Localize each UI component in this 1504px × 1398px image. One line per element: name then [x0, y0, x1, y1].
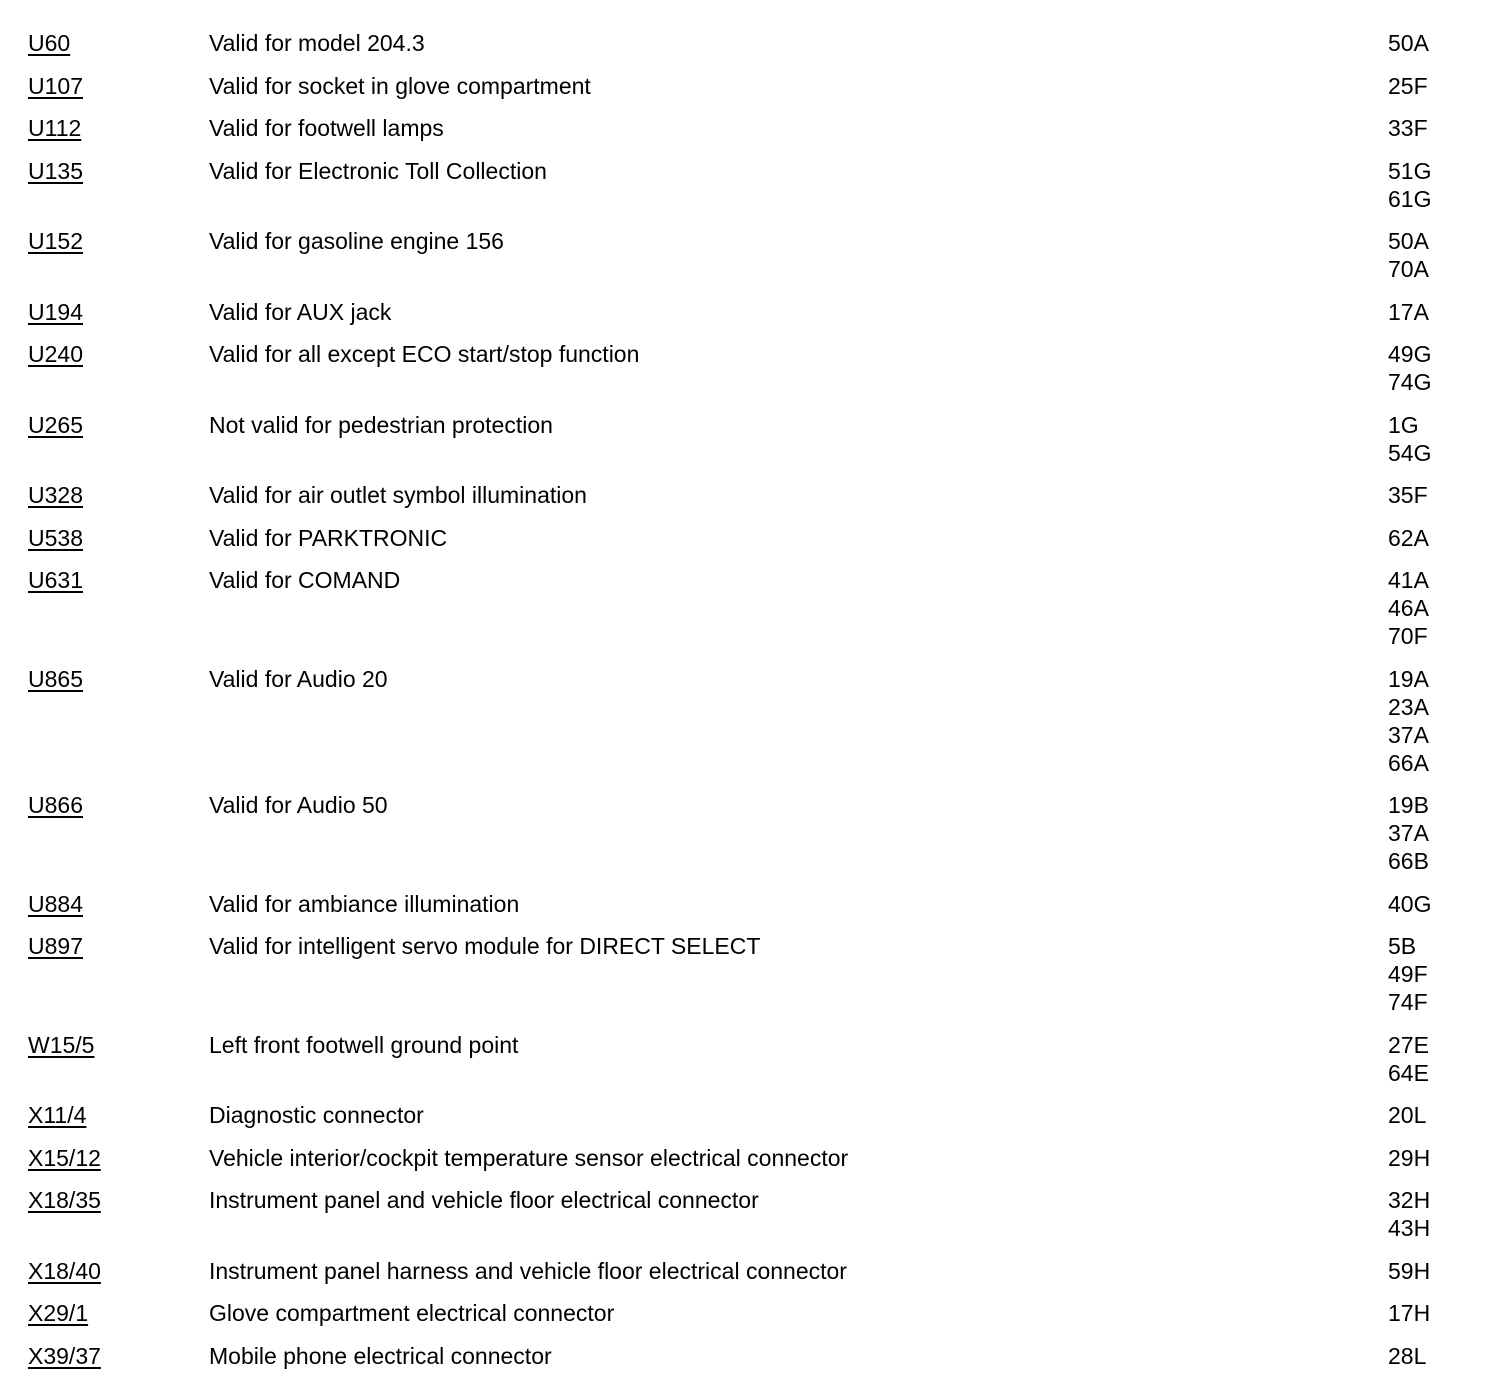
- legend-row: [28, 481, 1468, 509]
- grid-reference: 51G: [1388, 157, 1432, 184]
- grid-reference-list: [1388, 1144, 1468, 1172]
- grid-reference-list: [1388, 1257, 1468, 1285]
- grid-reference-list: [1388, 29, 1468, 57]
- component-code-link[interactable]: U60: [28, 30, 71, 56]
- grid-reference-list: [1388, 411, 1468, 467]
- grid-reference: 32H: [1388, 1187, 1431, 1213]
- grid-reference-list: [1388, 227, 1468, 283]
- grid-reference: 19A: [1388, 665, 1429, 692]
- grid-reference-list: [1388, 524, 1468, 552]
- grid-reference: 61G: [1388, 185, 1432, 212]
- grid-reference: 20L: [1388, 1102, 1427, 1128]
- legend-row: [28, 665, 1468, 777]
- component-description: Valid for AUX jack: [209, 298, 392, 325]
- component-code-link[interactable]: U107: [28, 72, 83, 99]
- grid-reference: 49F: [1388, 961, 1428, 987]
- grid-reference: 19B: [1388, 792, 1429, 818]
- grid-reference: 64E: [1388, 1059, 1429, 1086]
- component-description: Valid for all except ECO start/stop function: [209, 341, 640, 367]
- legend-row: [28, 890, 1468, 918]
- component-code-link[interactable]: U152: [28, 228, 83, 254]
- grid-reference: 28L: [1388, 1342, 1427, 1369]
- component-description: Diagnostic connector: [209, 1102, 424, 1128]
- component-description: Valid for Electronic Toll Collection: [209, 157, 547, 184]
- component-code-link[interactable]: U865: [28, 665, 83, 692]
- component-description: Valid for Audio 50: [209, 792, 388, 818]
- component-description: Valid for PARKTRONIC: [209, 524, 448, 551]
- component-description: Instrument panel harness and vehicle floor electrical connector: [209, 1257, 847, 1284]
- legend-row: [28, 29, 1468, 57]
- component-code-link[interactable]: U328: [28, 482, 83, 508]
- grid-reference: 50A: [1388, 228, 1429, 254]
- legend-row: [28, 1342, 1468, 1370]
- grid-reference: 70A: [1388, 256, 1429, 282]
- grid-reference: 74G: [1388, 369, 1432, 395]
- component-code-link[interactable]: U897: [28, 933, 83, 959]
- legend-row: [28, 932, 1468, 1016]
- grid-reference: 27E: [1388, 1031, 1429, 1058]
- component-description: Valid for COMAND: [209, 567, 401, 593]
- component-code-link[interactable]: U866: [28, 792, 83, 818]
- grid-reference-list: [1388, 72, 1468, 100]
- grid-reference: 5B: [1388, 933, 1417, 959]
- grid-reference: 54G: [1388, 439, 1432, 466]
- component-code-link[interactable]: U631: [28, 567, 83, 593]
- grid-reference-list: [1388, 481, 1468, 509]
- component-code-link[interactable]: U538: [28, 524, 83, 551]
- grid-reference-list: [1388, 665, 1468, 777]
- component-description: Valid for model 204.3: [209, 30, 425, 56]
- grid-reference-list: [1388, 340, 1468, 396]
- grid-reference-list: [1388, 157, 1468, 213]
- legend-row: [28, 791, 1468, 875]
- grid-reference-list: [1388, 1342, 1468, 1370]
- grid-reference: 17A: [1388, 298, 1429, 325]
- grid-reference: 40G: [1388, 890, 1432, 917]
- component-legend-list: [28, 29, 1468, 1384]
- component-code-link[interactable]: X11/4: [28, 1102, 87, 1128]
- grid-reference: 23A: [1388, 693, 1429, 720]
- component-description: Not valid for pedestrian protection: [209, 411, 553, 438]
- grid-reference: 66B: [1388, 848, 1429, 874]
- legend-row: [28, 298, 1468, 326]
- component-code-link[interactable]: X18/35: [28, 1187, 101, 1213]
- component-code-link[interactable]: U240: [28, 341, 83, 367]
- grid-reference: 29H: [1388, 1144, 1431, 1171]
- component-code-link[interactable]: U194: [28, 298, 83, 325]
- component-code-link[interactable]: U135: [28, 157, 83, 184]
- grid-reference: 35F: [1388, 482, 1428, 508]
- component-description: Glove compartment electrical connector: [209, 1300, 615, 1326]
- grid-reference-list: [1388, 1299, 1468, 1327]
- grid-reference-list: [1388, 1031, 1468, 1087]
- component-code-link[interactable]: X29/1: [28, 1300, 89, 1326]
- grid-reference: 50A: [1388, 30, 1429, 56]
- legend-row: [28, 340, 1468, 396]
- legend-row: [28, 157, 1468, 213]
- grid-reference: 17H: [1388, 1300, 1431, 1326]
- grid-reference-list: [1388, 791, 1468, 875]
- legend-row: [28, 1031, 1468, 1087]
- component-code-link[interactable]: U265: [28, 411, 83, 438]
- legend-row: [28, 227, 1468, 283]
- grid-reference: 1G: [1388, 411, 1419, 438]
- component-description: Valid for Audio 20: [209, 665, 388, 692]
- grid-reference: 41A: [1388, 567, 1429, 593]
- grid-reference: 33F: [1388, 115, 1428, 141]
- component-description: Valid for air outlet symbol illumination: [209, 482, 587, 508]
- component-code-link[interactable]: U884: [28, 890, 83, 917]
- grid-reference-list: [1388, 1186, 1468, 1242]
- grid-reference: 43H: [1388, 1215, 1431, 1241]
- grid-reference: 46A: [1388, 595, 1429, 621]
- grid-reference-list: [1388, 1101, 1468, 1129]
- legend-row: [28, 411, 1468, 467]
- component-code-link[interactable]: X18/40: [28, 1257, 101, 1284]
- component-code-link[interactable]: U112: [28, 115, 82, 141]
- grid-reference: 70F: [1388, 623, 1428, 649]
- legend-row: [28, 72, 1468, 100]
- component-code-link[interactable]: X39/37: [28, 1342, 101, 1369]
- grid-reference-list: [1388, 298, 1468, 326]
- grid-reference: 66A: [1388, 749, 1429, 776]
- grid-reference: 62A: [1388, 524, 1429, 551]
- component-description: Valid for ambiance illumination: [209, 890, 520, 917]
- grid-reference: 74F: [1388, 989, 1428, 1015]
- grid-reference: 59H: [1388, 1257, 1431, 1284]
- legend-row: [28, 1299, 1468, 1327]
- legend-row: [28, 524, 1468, 552]
- grid-reference-list: [1388, 932, 1468, 1016]
- legend-row: [28, 1101, 1468, 1129]
- grid-reference-list: [1388, 114, 1468, 142]
- legend-row: [28, 1144, 1468, 1172]
- component-code-link[interactable]: W15/5: [28, 1031, 95, 1058]
- legend-row: [28, 1186, 1468, 1242]
- grid-reference: 25F: [1388, 72, 1428, 99]
- component-description: Valid for gasoline engine 156: [209, 228, 504, 254]
- legend-row: [28, 1257, 1468, 1285]
- component-description: Left front footwell ground point: [209, 1031, 519, 1058]
- legend-row: [28, 114, 1468, 142]
- grid-reference: 37A: [1388, 820, 1429, 846]
- grid-reference-list: [1388, 566, 1468, 650]
- component-description: Valid for footwell lamps: [209, 115, 444, 141]
- grid-reference-list: [1388, 890, 1468, 918]
- component-description: Vehicle interior/cockpit temperature sensor electrical connector: [209, 1144, 849, 1171]
- component-code-link[interactable]: X15/12: [28, 1144, 101, 1171]
- grid-reference: 49G: [1388, 341, 1432, 367]
- component-description: Mobile phone electrical connector: [209, 1342, 552, 1369]
- grid-reference: 37A: [1388, 721, 1429, 748]
- component-description: Valid for socket in glove compartment: [209, 72, 591, 99]
- legend-row: [28, 566, 1468, 650]
- component-description: Instrument panel and vehicle floor electrical connector: [209, 1187, 759, 1213]
- component-description: Valid for intelligent servo module for DIRECT SELECT: [209, 933, 761, 959]
